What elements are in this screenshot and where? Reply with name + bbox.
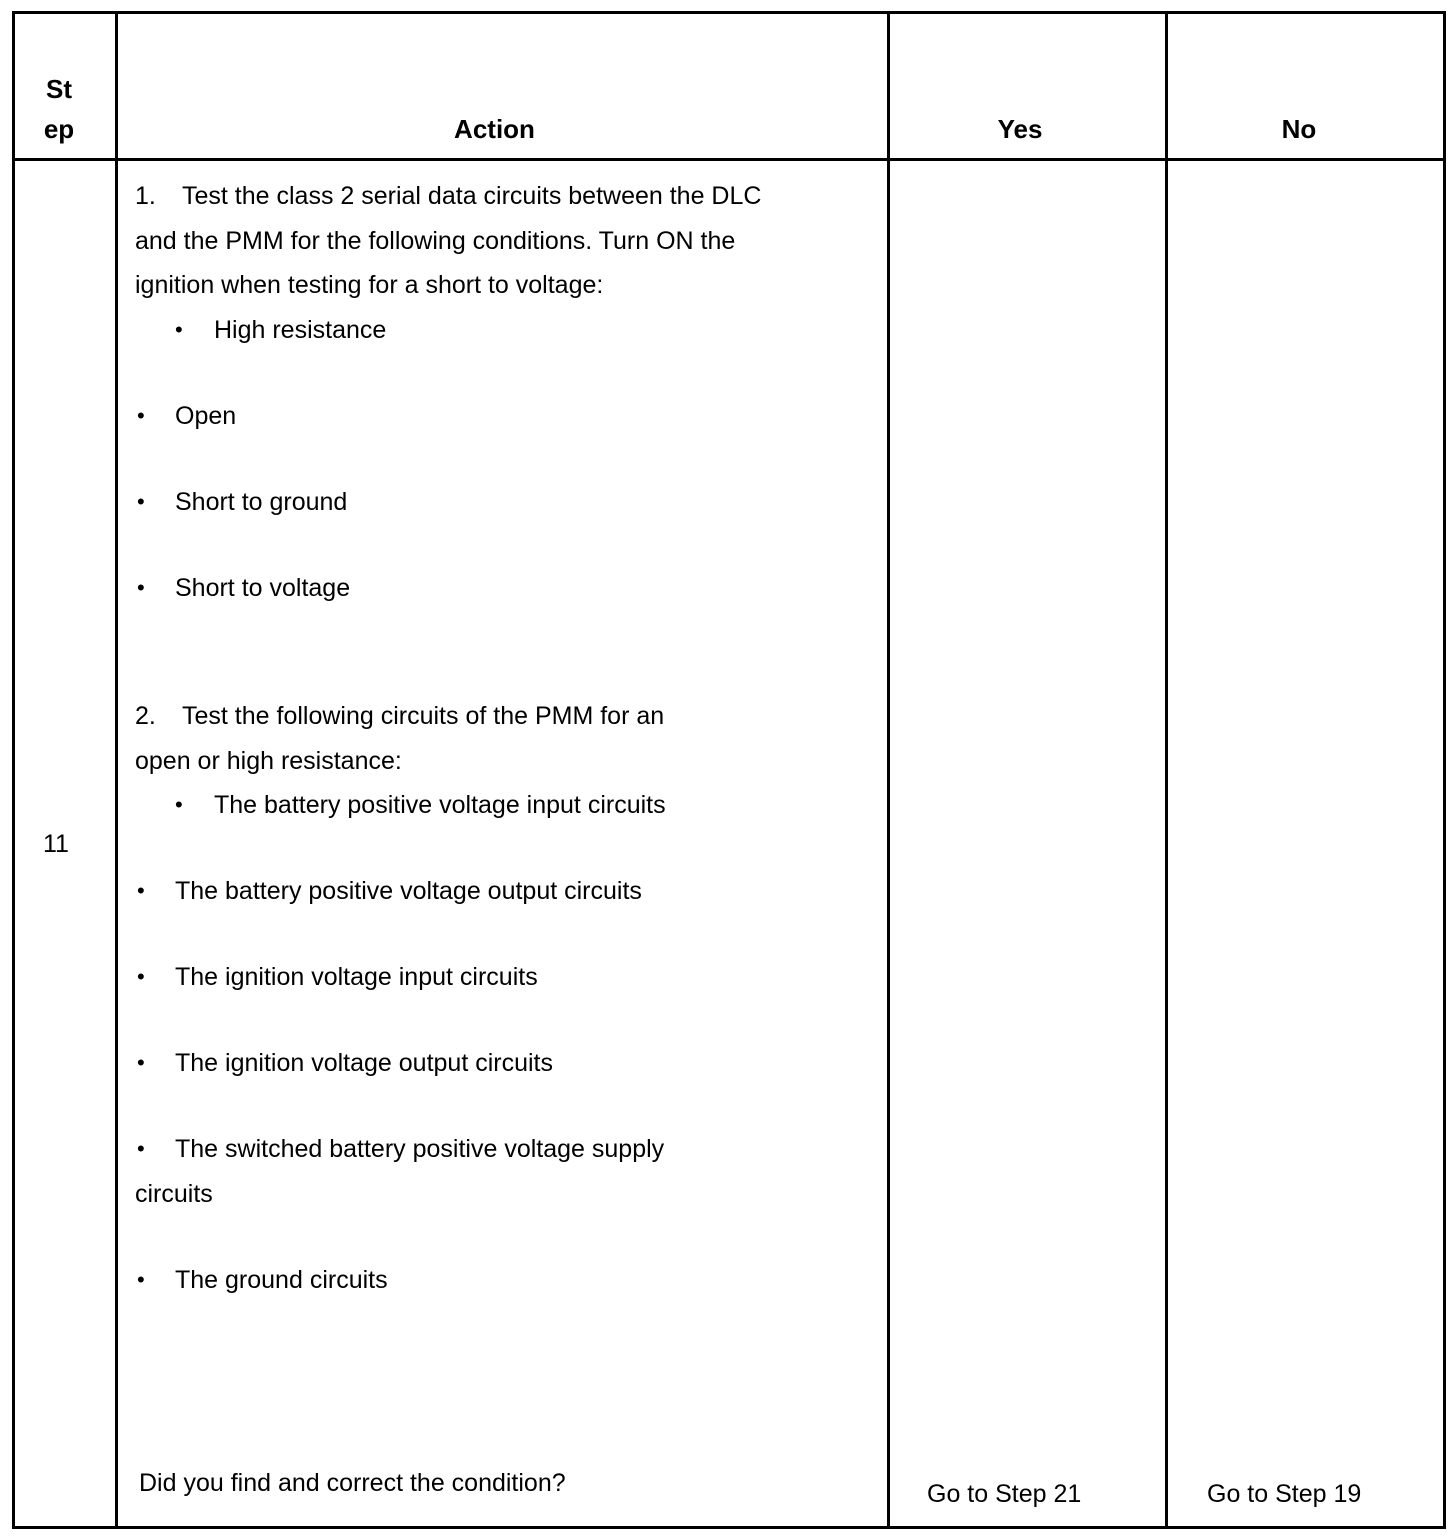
bullet-icon: • xyxy=(137,1050,145,1075)
item2-bullet-2: The battery positive voltage output circuits xyxy=(175,877,642,905)
column-divider xyxy=(115,14,118,1526)
item1-line-3: ignition when testing for a short to voltage: xyxy=(135,271,604,299)
column-divider xyxy=(887,14,890,1526)
item1-bullet-1: High resistance xyxy=(214,316,387,344)
item2-line-1: Test the following circuits of the PMM for an xyxy=(182,702,665,730)
bullet-icon: • xyxy=(175,317,183,342)
bullet-icon: • xyxy=(137,403,145,428)
item1-line-1: Test the class 2 serial data circuits between the DLC xyxy=(182,182,762,210)
bullet-icon: • xyxy=(137,575,145,600)
bullet-icon: • xyxy=(137,964,145,989)
item2-bullet-3: The ignition voltage input circuits xyxy=(175,963,538,991)
item2-bullet-6: The ground circuits xyxy=(175,1266,388,1294)
item1-number: 1. xyxy=(135,182,156,210)
item1-line-2: and the PMM for the following conditions. Turn ON the xyxy=(135,227,736,255)
bullet-icon: • xyxy=(137,1267,145,1292)
bullet-icon: • xyxy=(137,1136,145,1161)
question-text: Did you find and correct the condition? xyxy=(139,1469,566,1497)
header-yes: Yes xyxy=(997,114,1043,144)
item2-bullet-4: The ignition voltage output circuits xyxy=(175,1049,553,1077)
bullet-icon: • xyxy=(137,489,145,514)
bullet-icon: • xyxy=(137,878,145,903)
item2-number: 2. xyxy=(135,702,156,730)
header-step-line-2: ep xyxy=(43,114,75,144)
item2-bullet-1: The battery positive voltage input circuits xyxy=(214,791,666,819)
header-no: No xyxy=(1281,114,1317,144)
step-number: 11 xyxy=(43,830,69,858)
header-action: Action xyxy=(454,114,535,144)
header-step-line-1: St xyxy=(46,74,72,104)
item1-bullet-2: Open xyxy=(175,402,237,430)
item1-bullet-4: Short to voltage xyxy=(175,574,351,602)
diagnostic-table xyxy=(12,11,1446,1529)
yes-outcome: Go to Step 21 xyxy=(927,1480,1082,1508)
no-outcome: Go to Step 19 xyxy=(1207,1480,1362,1508)
bullet-icon: • xyxy=(175,792,183,817)
item2-line-2: open or high resistance: xyxy=(135,747,402,775)
header-divider xyxy=(15,158,1443,161)
header-step xyxy=(15,69,103,149)
item1-bullet-3: Short to ground xyxy=(175,488,348,516)
item2-bullet-5-continued: circuits xyxy=(135,1180,213,1208)
item2-bullet-5: The switched battery positive voltage supply xyxy=(175,1135,665,1163)
column-divider xyxy=(1165,14,1168,1526)
